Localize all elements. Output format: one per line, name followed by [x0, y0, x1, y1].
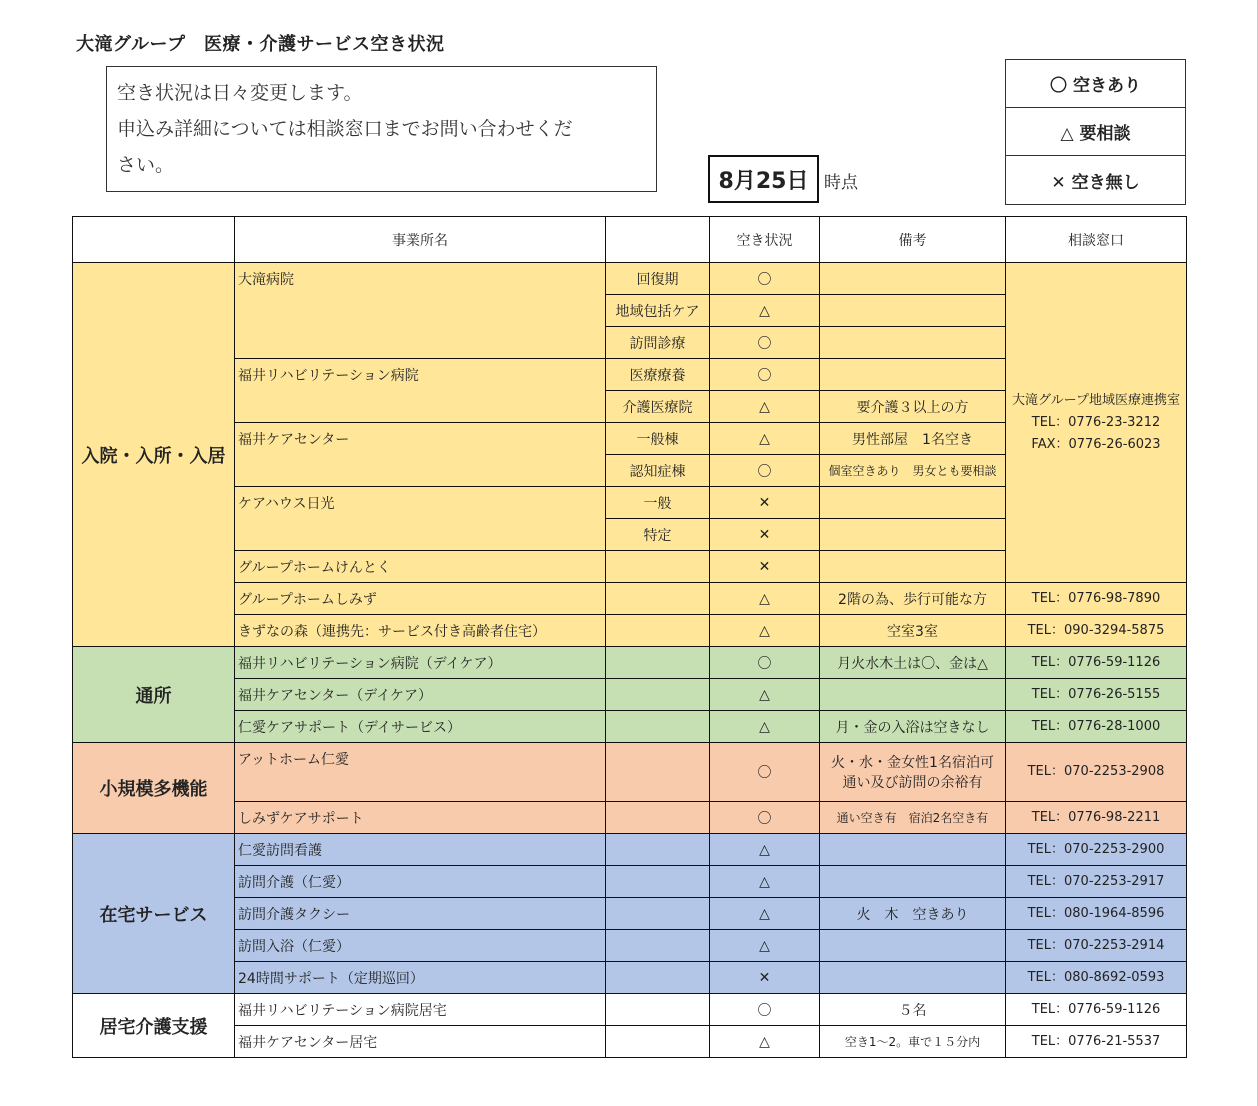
- notice-line: さい。: [117, 154, 175, 176]
- contact-text: TEL：080-1964-8596: [1027, 905, 1165, 921]
- status-mark: 〇: [710, 802, 820, 834]
- facility-name: グループホームけんとく: [235, 551, 606, 583]
- status-mark: 〇: [710, 994, 820, 1026]
- notes-text: 空室3室: [887, 623, 938, 640]
- contact-cell: [1006, 711, 1187, 743]
- facility-subtype: 特定: [606, 519, 710, 551]
- contact-cell: [1006, 647, 1187, 679]
- contact-cell: [1006, 930, 1187, 962]
- contact-text: TEL：070-2253-2908: [1027, 764, 1165, 779]
- contact-cell: [1006, 615, 1187, 647]
- status-mark: 〇: [710, 647, 820, 679]
- notes-cell: [820, 391, 1006, 423]
- status-mark: ✕: [710, 962, 820, 994]
- facility-name: 24時間サポート（定期巡回）: [235, 962, 606, 994]
- contact-text: TEL：0776-21-5537: [1031, 1033, 1161, 1049]
- facility-name: 福井リハビリテーション病院（デイケア）: [235, 647, 606, 679]
- facility-name: 訪問介護（仁愛）: [235, 866, 606, 898]
- notes-text: 男性部屋 1名空き: [852, 431, 973, 448]
- facility-subtype: [606, 1026, 710, 1058]
- notes-cell: [820, 647, 1006, 679]
- notes-cell: [820, 551, 1006, 583]
- category-label: 通所: [73, 647, 235, 743]
- table-row: [73, 711, 1187, 743]
- notes-cell: [820, 1026, 1006, 1058]
- status-mark: 〇: [710, 359, 820, 391]
- table-row: [73, 898, 1187, 930]
- notes-cell: [820, 834, 1006, 866]
- notes-text: 月火水木土は〇、金は△: [837, 655, 988, 672]
- contact-cell: [1006, 834, 1187, 866]
- facility-subtype: [606, 866, 710, 898]
- facility-name: 福井ケアセンター: [235, 423, 606, 487]
- contact-text: TEL：070-2253-2917: [1027, 873, 1165, 889]
- facility-subtype: 認知症棟: [606, 455, 710, 487]
- contact-text: TEL：0776-26-5155: [1031, 686, 1161, 702]
- page-title: 大滝グループ 医療・介護サービス空き状況: [76, 34, 445, 55]
- contact-text: TEL：0776-98-2211: [1031, 809, 1161, 825]
- contact-text: TEL：090-3294-5875: [1027, 622, 1165, 638]
- notes-cell: [820, 327, 1006, 359]
- status-mark: ✕: [710, 487, 820, 519]
- contact-text: TEL：0776-28-1000: [1031, 718, 1161, 734]
- notes-cell: [820, 743, 1006, 802]
- status-mark: 〇: [710, 455, 820, 487]
- table-row: [73, 679, 1187, 711]
- facility-name: 福井ケアセンター（デイケア）: [235, 679, 606, 711]
- notes-cell: [820, 423, 1006, 455]
- contact-text: TEL：0776-59-1126: [1031, 654, 1161, 670]
- notes-cell: [820, 295, 1006, 327]
- category-label: 小規模多機能: [73, 743, 235, 834]
- facility-subtype: [606, 583, 710, 615]
- contact-cell: [1006, 898, 1187, 930]
- status-mark: △: [710, 295, 820, 327]
- contact-text: TEL：0776-23-3212: [1031, 414, 1161, 430]
- header-category: [73, 217, 235, 263]
- contact-text: TEL：080-8692-0593: [1027, 969, 1165, 985]
- status-mark: △: [710, 1026, 820, 1058]
- legend-consult: △ 要相談: [1006, 108, 1185, 156]
- table-row: [73, 583, 1187, 615]
- facility-subtype: [606, 898, 710, 930]
- table-row: [73, 263, 1187, 295]
- notes-cell: [820, 263, 1006, 295]
- header-facility: 事業所名: [235, 217, 606, 263]
- facility-name: 仁愛ケアサポート（デイサービス）: [235, 711, 606, 743]
- legend-available: 〇 空きあり: [1006, 60, 1185, 108]
- header-contact: 相談窓口: [1006, 217, 1187, 263]
- facility-subtype: 訪問診療: [606, 327, 710, 359]
- notes-cell: [820, 455, 1006, 487]
- facility-subtype: [606, 647, 710, 679]
- notes-cell: [820, 866, 1006, 898]
- status-mark: ✕: [710, 551, 820, 583]
- notes-cell: [820, 679, 1006, 711]
- notes-text: 火・水・金女性1名宿泊可: [831, 755, 994, 771]
- facility-name: 仁愛訪問看護: [235, 834, 606, 866]
- facility-subtype: [606, 802, 710, 834]
- status-mark: △: [710, 615, 820, 647]
- status-mark: △: [710, 679, 820, 711]
- status-mark: △: [710, 898, 820, 930]
- notes-text: 月・金の入浴は空きなし: [835, 719, 990, 736]
- header-notes: 備考: [820, 217, 1006, 263]
- facility-name: グループホームしみず: [235, 583, 606, 615]
- facility-subtype: [606, 930, 710, 962]
- status-mark: 〇: [710, 743, 820, 802]
- facility-subtype: [606, 834, 710, 866]
- notes-cell: [820, 615, 1006, 647]
- notice-box: [106, 66, 657, 192]
- facility-subtype: [606, 615, 710, 647]
- notice-line: 空き状況は日々変更します。: [117, 82, 363, 104]
- contact-cell: [1006, 994, 1187, 1026]
- facility-subtype: 一般棟: [606, 423, 710, 455]
- facility-subtype: 回復期: [606, 263, 710, 295]
- table-row: [73, 834, 1187, 866]
- date-suffix: 時点: [824, 173, 858, 193]
- facility-subtype: [606, 962, 710, 994]
- table-row: [73, 1026, 1187, 1058]
- facility-subtype: [606, 551, 710, 583]
- facility-name: アットホーム仁愛: [235, 743, 606, 802]
- notes-cell: [820, 802, 1006, 834]
- status-mark: △: [710, 930, 820, 962]
- notes-text: ５名: [898, 1002, 927, 1019]
- category-label: 在宅サービス: [73, 834, 235, 994]
- availability-table: [72, 216, 1187, 1058]
- contact-cell: [1006, 263, 1187, 583]
- notice-line: 申込み詳細については相談窓口までお問い合わせくだ: [117, 118, 573, 140]
- notes-text: 要介護３以上の方: [856, 399, 969, 416]
- facility-name: 福井リハビリテーション病院: [235, 359, 606, 423]
- status-mark: △: [710, 866, 820, 898]
- table-row: [73, 994, 1187, 1026]
- status-mark: △: [710, 423, 820, 455]
- notes-text: 通い空き有 宿泊2名空き有: [836, 811, 989, 825]
- table-row: [73, 930, 1187, 962]
- table-row: [73, 962, 1187, 994]
- status-mark: △: [710, 583, 820, 615]
- contact-cell: [1006, 1026, 1187, 1058]
- notes-text: 通い及び訪問の余裕有: [842, 775, 983, 791]
- notes-cell: [820, 898, 1006, 930]
- facility-name: 福井ケアセンター居宅: [235, 1026, 606, 1058]
- facility-subtype: [606, 994, 710, 1026]
- notes-cell: [820, 962, 1006, 994]
- category-label: 入院・入所・入居: [73, 263, 235, 647]
- contact-text: TEL：070-2253-2900: [1027, 841, 1165, 857]
- facility-subtype: [606, 711, 710, 743]
- status-mark: ✕: [710, 519, 820, 551]
- notes-cell: [820, 519, 1006, 551]
- contact-text: TEL：0776-59-1126: [1031, 1001, 1161, 1017]
- contact-cell: [1006, 583, 1187, 615]
- facility-name: 訪問介護タクシー: [235, 898, 606, 930]
- notes-cell: [820, 359, 1006, 391]
- status-mark: △: [710, 834, 820, 866]
- facility-subtype: [606, 743, 710, 802]
- category-label: 居宅介護支援: [73, 994, 235, 1058]
- notes-cell: [820, 930, 1006, 962]
- contact-text: TEL：0776-98-7890: [1031, 590, 1161, 606]
- facility-subtype: 地域包括ケア: [606, 295, 710, 327]
- table-row: [73, 802, 1187, 834]
- notes-cell: [820, 711, 1006, 743]
- facility-subtype: 介護医療院: [606, 391, 710, 423]
- status-mark: △: [710, 711, 820, 743]
- facility-name: きずなの森（連携先：サービス付き高齢者住宅）: [235, 615, 606, 647]
- facility-name: 大滝病院: [235, 263, 606, 359]
- contact-text: TEL：070-2253-2914: [1027, 937, 1165, 953]
- contact-text: FAX：0776-26-6023: [1031, 436, 1161, 452]
- notes-text: 火 木 空きあり: [856, 906, 969, 923]
- facility-name: 訪問入浴（仁愛）: [235, 930, 606, 962]
- notes-text: 個室空きあり 男女とも要相談: [828, 464, 997, 478]
- contact-cell: [1006, 679, 1187, 711]
- facility-name: 福井リハビリテーション病院居宅: [235, 994, 606, 1026]
- notes-text: 空き1～2。車で１５分内: [844, 1035, 981, 1049]
- facility-subtype: 医療療養: [606, 359, 710, 391]
- header-sub: [606, 217, 710, 263]
- header-status: 空き状況: [710, 217, 820, 263]
- status-mark: △: [710, 391, 820, 423]
- status-mark: 〇: [710, 327, 820, 359]
- notes-cell: [820, 487, 1006, 519]
- legend-unavailable: ✕ 空き無し: [1051, 172, 1140, 193]
- notes-cell: [820, 994, 1006, 1026]
- table-row: [73, 743, 1187, 802]
- table-row: [73, 647, 1187, 679]
- contact-cell: [1006, 866, 1187, 898]
- facility-name: しみずケアサポート: [235, 802, 606, 834]
- contact-cell: [1006, 962, 1187, 994]
- notes-text: 2階の為、歩行可能な方: [838, 591, 987, 608]
- facility-name: ケアハウス日光: [235, 487, 606, 551]
- contact-cell: [1006, 743, 1187, 802]
- header-row: [73, 217, 1187, 263]
- contact-cell: [1006, 802, 1187, 834]
- legend: [1005, 59, 1186, 205]
- facility-subtype: [606, 679, 710, 711]
- contact-text: 大滝グループ地域医療連携室: [1012, 392, 1180, 408]
- date-box: 8月25日: [708, 155, 819, 203]
- table-row: [73, 615, 1187, 647]
- notes-cell: [820, 583, 1006, 615]
- status-mark: 〇: [710, 263, 820, 295]
- facility-subtype: 一般: [606, 487, 710, 519]
- table-row: [73, 866, 1187, 898]
